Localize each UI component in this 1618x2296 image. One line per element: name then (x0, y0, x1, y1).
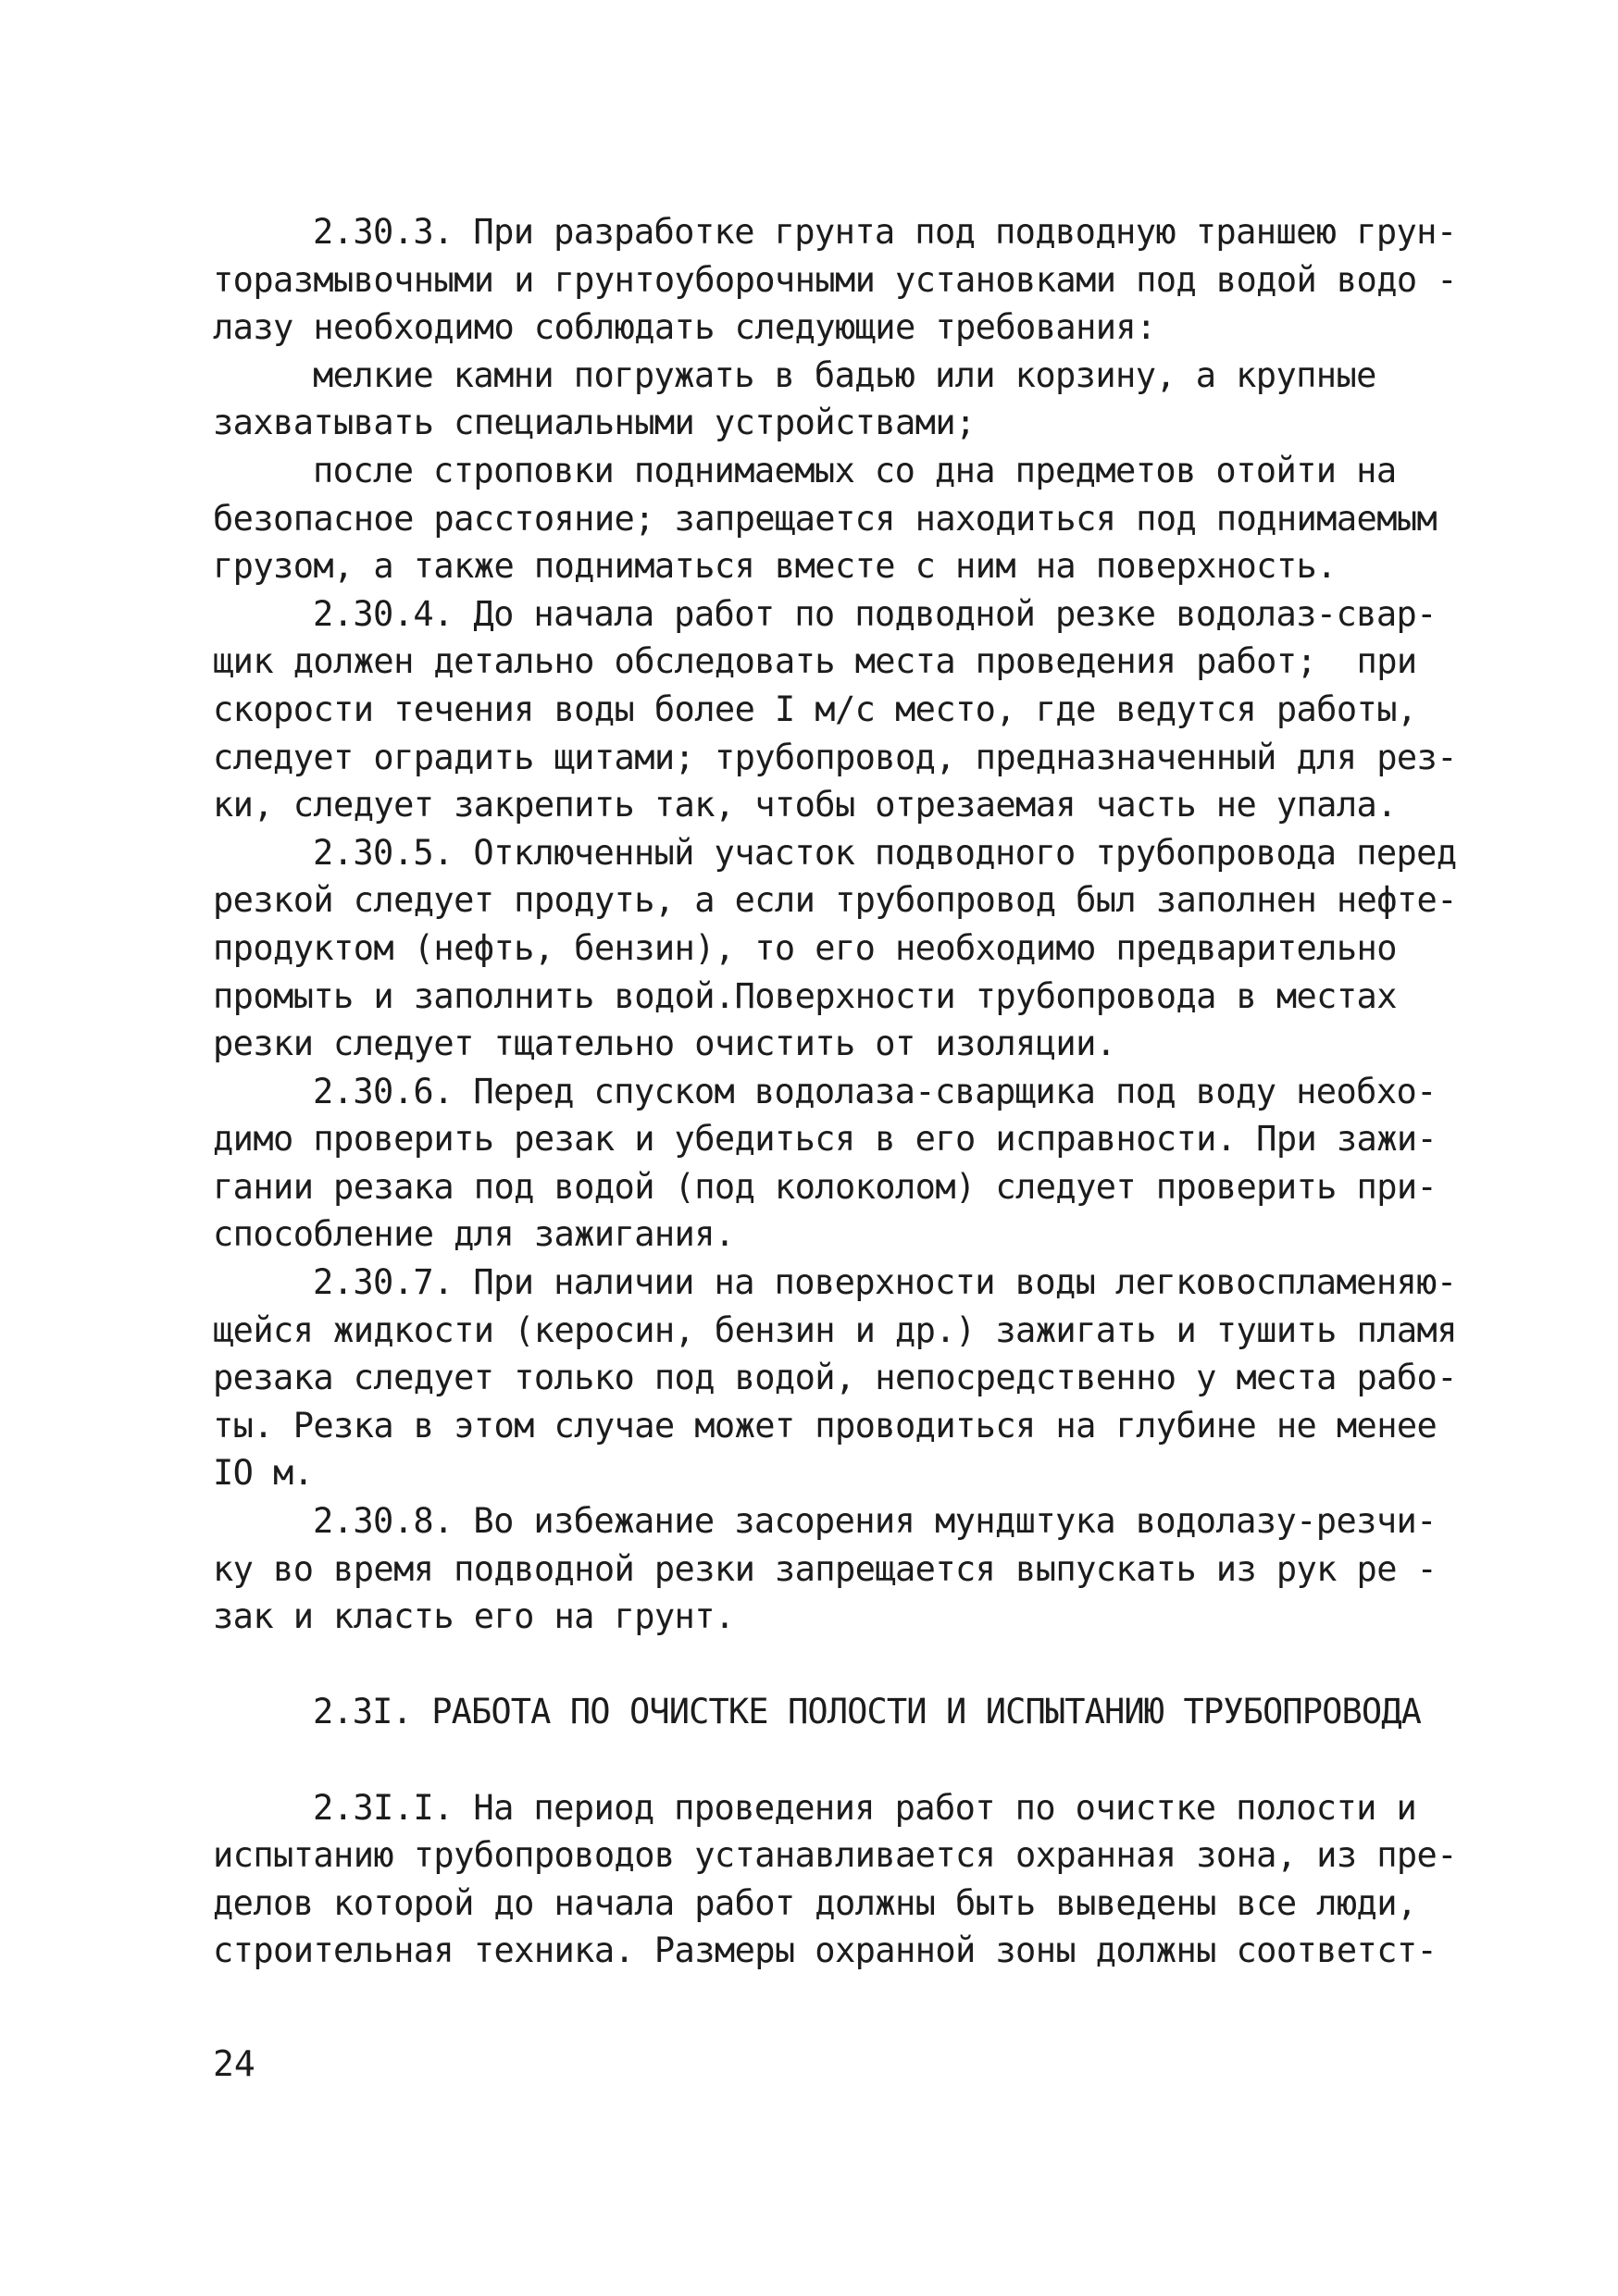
paragraph-2-30-7-line-1: 2.30.7. При наличии на поверхности воды легковоспламеняю- (313, 1262, 1457, 1303)
paragraph-2-30-6-line-3: гании резака под водой (под колоколом) следует проверить при- (213, 1166, 1438, 1207)
paragraph-2-30-7-line-2: щейся жидкости (керосин, бензин и др.) зажигать и тушить пламя (213, 1309, 1457, 1350)
paragraph-2-30-7-line-4: ты. Резка в этом случае может проводиться на глубине не менее (213, 1405, 1438, 1446)
spacer (213, 1736, 1435, 1784)
requirement-stones-line-1: мелкие камни погружать в бадью или корзину, а крупные (313, 354, 1376, 395)
paragraph-2-30-5-line-3: продуктом (нефть, бензин), то его необходимо предварительно (213, 927, 1397, 968)
paragraph-2-30-6-line-4: способление для зажигания. (213, 1214, 735, 1255)
requirement-stones-line-2: захватывать специальными устройствами; (213, 403, 976, 443)
paragraph-2-30-8-line-3: зак и класть его на грунт. (213, 1596, 735, 1637)
requirement-slinging-line-1: после строповки поднимаемых со дна предметов отойти на (313, 450, 1397, 490)
paragraph-2-30-3-line-1: 2.30.3. При разработке грунта под подводную траншею грун- (313, 212, 1457, 252)
paragraph-2-30-7-line-3: резака следует только под водой, непосредственно у места рабо- (213, 1358, 1457, 1398)
paragraph-2-30-6-line-1: 2.30.6. Перед спуском водолаза-сварщика под воду необхо- (313, 1071, 1437, 1111)
paragraph-2-30-5-line-4: промыть и заполнить водой.Поверхности трубопровода в местах (213, 975, 1397, 1016)
paragraph-2-30-6-line-2: димо проверить резак и убедиться в его исправности. При зажи- (213, 1119, 1438, 1160)
paragraph-2-31-1-line-2: испытанию трубопроводов устанавливается охранная зона, из пре- (213, 1835, 1457, 1876)
page-number: 24 (213, 2043, 255, 2084)
paragraph-2-30-8-line-2: ку во время подводной резки запрещается выпускать из рук ре - (213, 1548, 1438, 1589)
paragraph-2-30-4-line-1: 2.30.4. До начала работ по подводной резке водолаз-свар- (313, 593, 1437, 634)
paragraph-2-31-1-line-4: строительная техника. Размеры охранной зоны должны соответст- (213, 1930, 1438, 1971)
paragraph-2-30-8-line-1: 2.30.8. Во избежание засорения мундштука водолазу-резчи- (313, 1501, 1437, 1542)
paragraph-2-30-4-line-3: скорости течения воды более I м/с место, где ведутся работы, (213, 689, 1417, 729)
paragraph-2-30-4-line-4: следует оградить щитами; трубопровод, предназначенный для рез- (213, 737, 1457, 777)
requirement-slinging-line-2: безопасное расстояние; запрещается находиться под поднимаемым (213, 498, 1438, 539)
paragraph-2-30-7-line-5: IO м. (213, 1453, 314, 1494)
paragraph-2-31-1-line-1: 2.3I.I. На период проведения работ по очистке полости и (313, 1787, 1417, 1828)
paragraph-2-30-4-line-5: ки, следует закрепить так, чтобы отрезаемая часть не упала. (213, 785, 1397, 825)
paragraph-2-30-5-line-5: резки следует тщательно очистить от изоляции. (213, 1024, 1116, 1064)
requirement-slinging-line-3: грузом, а также подниматься вместе с ним на поверхность. (213, 546, 1337, 587)
paragraph-2-30-4-line-2: щик должен детально обследовать места проведения работ; при (213, 641, 1417, 682)
paragraph-2-31-1-line-3: делов которой до начала работ должны быть выведены все люди, (213, 1882, 1417, 1923)
document-body (213, 208, 1457, 1975)
paragraph-2-30-5-line-1: 2.30.5. Отключенный участок подводного трубопровода перед (313, 832, 1457, 873)
paragraph-2-30-5-line-2: резкой следует продуть, а если трубопровод был заполнен нефте- (213, 880, 1457, 921)
section-heading: 2.3I. РАБОТА ПО ОЧИСТКЕ ПОЛОСТИ И ИСПЫТАНИЮ ТРУБОПРОВОДА (313, 1692, 1422, 1732)
paragraph-2-30-3-line-3: лазу необходимо соблюдать следующие требования: (213, 307, 1156, 348)
spacer (213, 1641, 1435, 1689)
paragraph-2-30-3-line-2: торазмывочными и грунтоуборочными установками под водой водо - (213, 259, 1457, 300)
